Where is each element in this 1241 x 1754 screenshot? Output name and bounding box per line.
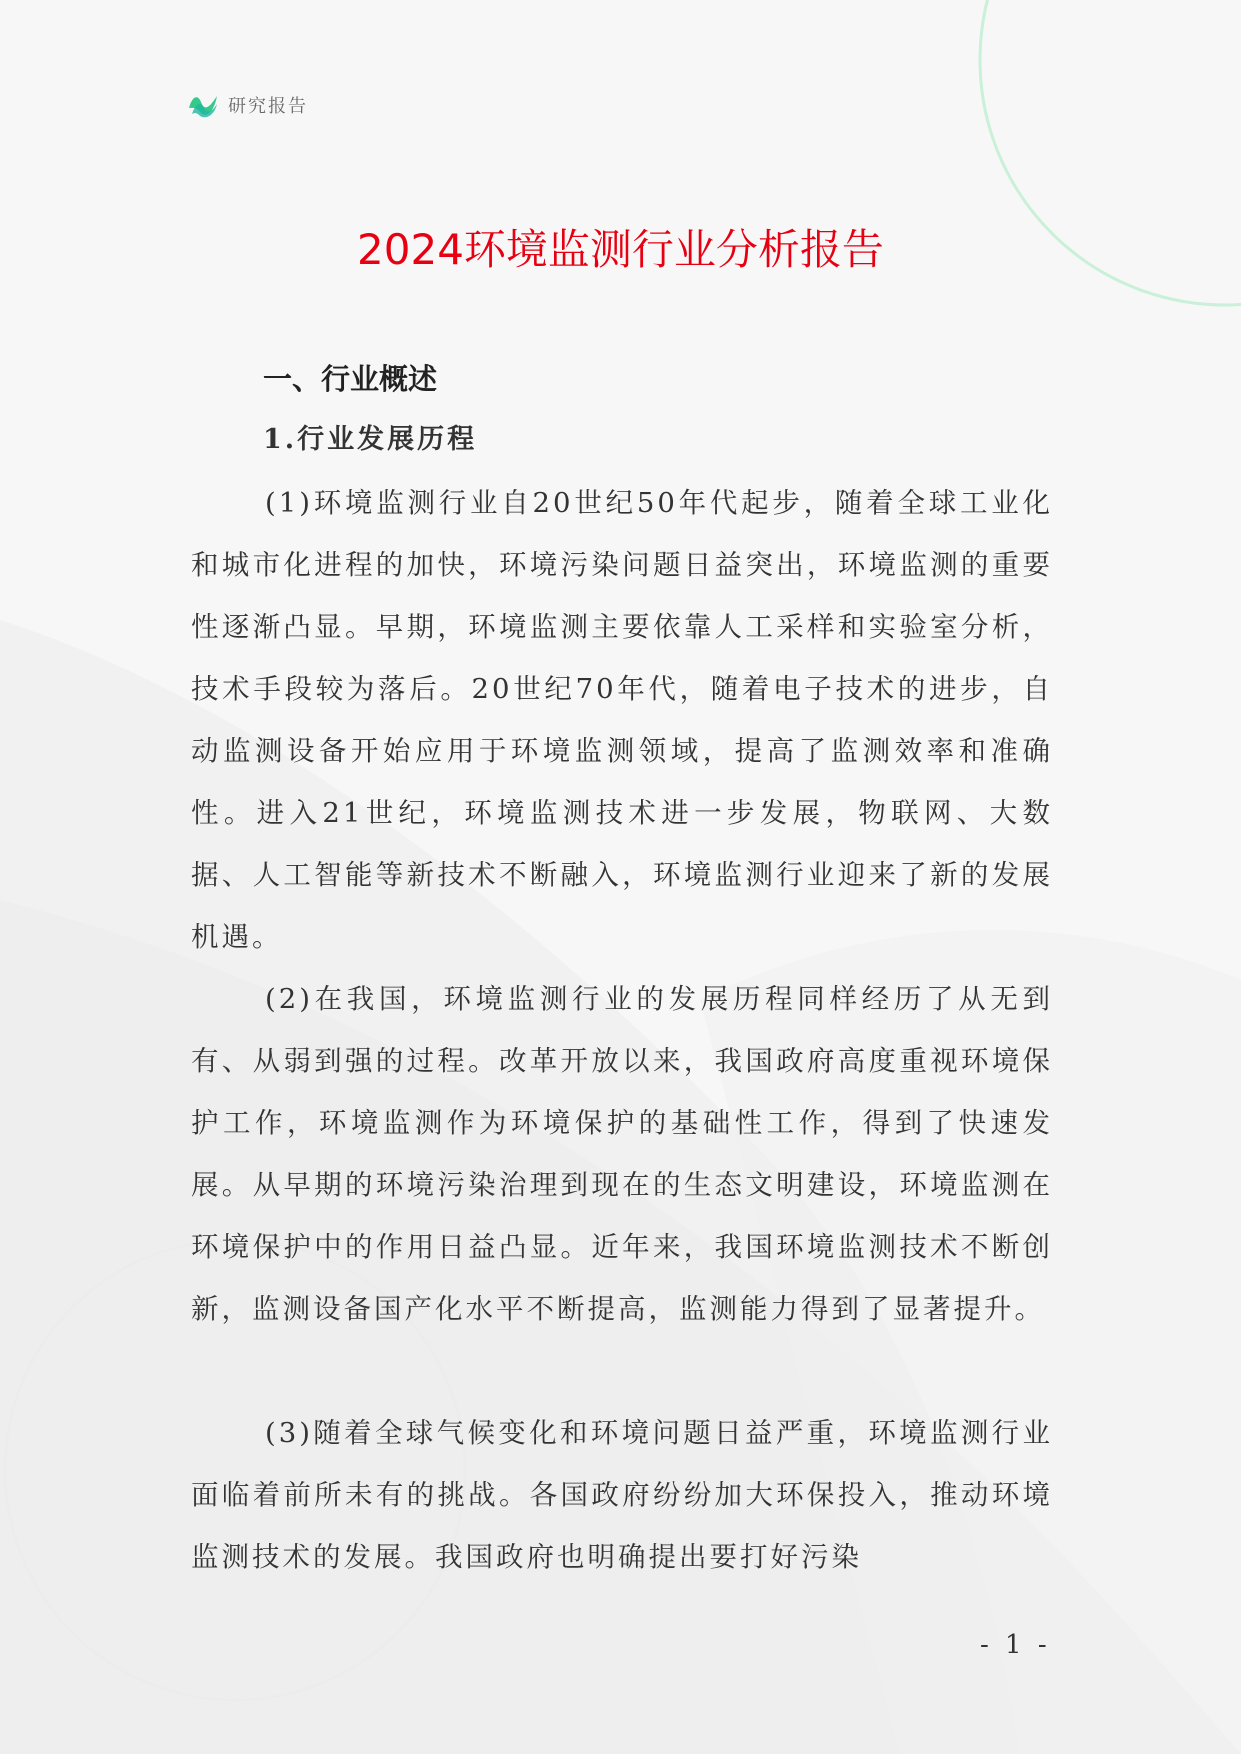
- report-title: 2024环境监测行业分析报告: [357, 225, 884, 274]
- subsection-heading: 1.行业发展历程: [263, 424, 478, 455]
- page-number: - 1 -: [980, 1630, 1051, 1660]
- header-label: 研究报告: [228, 96, 308, 117]
- report-header: [186, 88, 308, 122]
- paragraph-1: (1)环境监测行业自20世纪50年代起步，随着全球工业化和城市化进程的加快，环境污染问题日益突出，环境监测的重要性逐渐凸显。早期，环境监测主要依靠人工采样和实验室分析，技术手段较为落后。20世纪70年代，随着电子技术的进步，自动监测设备开始应用于环境监测领域，提高了监测效率和准确性。进入21世纪，环境监测技术进一步发展，物联网、大数据、人工智能等新技术不断融入，环境监测行业迎来了新的发展机遇。: [191, 487, 1053, 953]
- paragraph-2: (2)在我国，环境监测行业的发展历程同样经历了从无到有、从弱到强的过程。改革开放以来，我国政府高度重视环境保护工作，环境监测作为环境保护的基础性工作，得到了快速发展。从早期的环境污染治理到现在的生态文明建设，环境监测在环境保护中的作用日益凸显。近年来，我国环境监测技术不断创新，监测设备国产化水平不断提高，监测能力得到了显著提升。: [191, 983, 1053, 1325]
- green-swoosh-logo-icon: [186, 88, 220, 122]
- paragraph-3: (3)随着全球气候变化和环境问题日益严重，环境监测行业面临着前所未有的挑战。各国政府纷纷加大环保投入，推动环境监测技术的发展。我国政府也明确提出要打好污染: [191, 1417, 1053, 1573]
- section-heading: 一、行业概述: [263, 362, 438, 396]
